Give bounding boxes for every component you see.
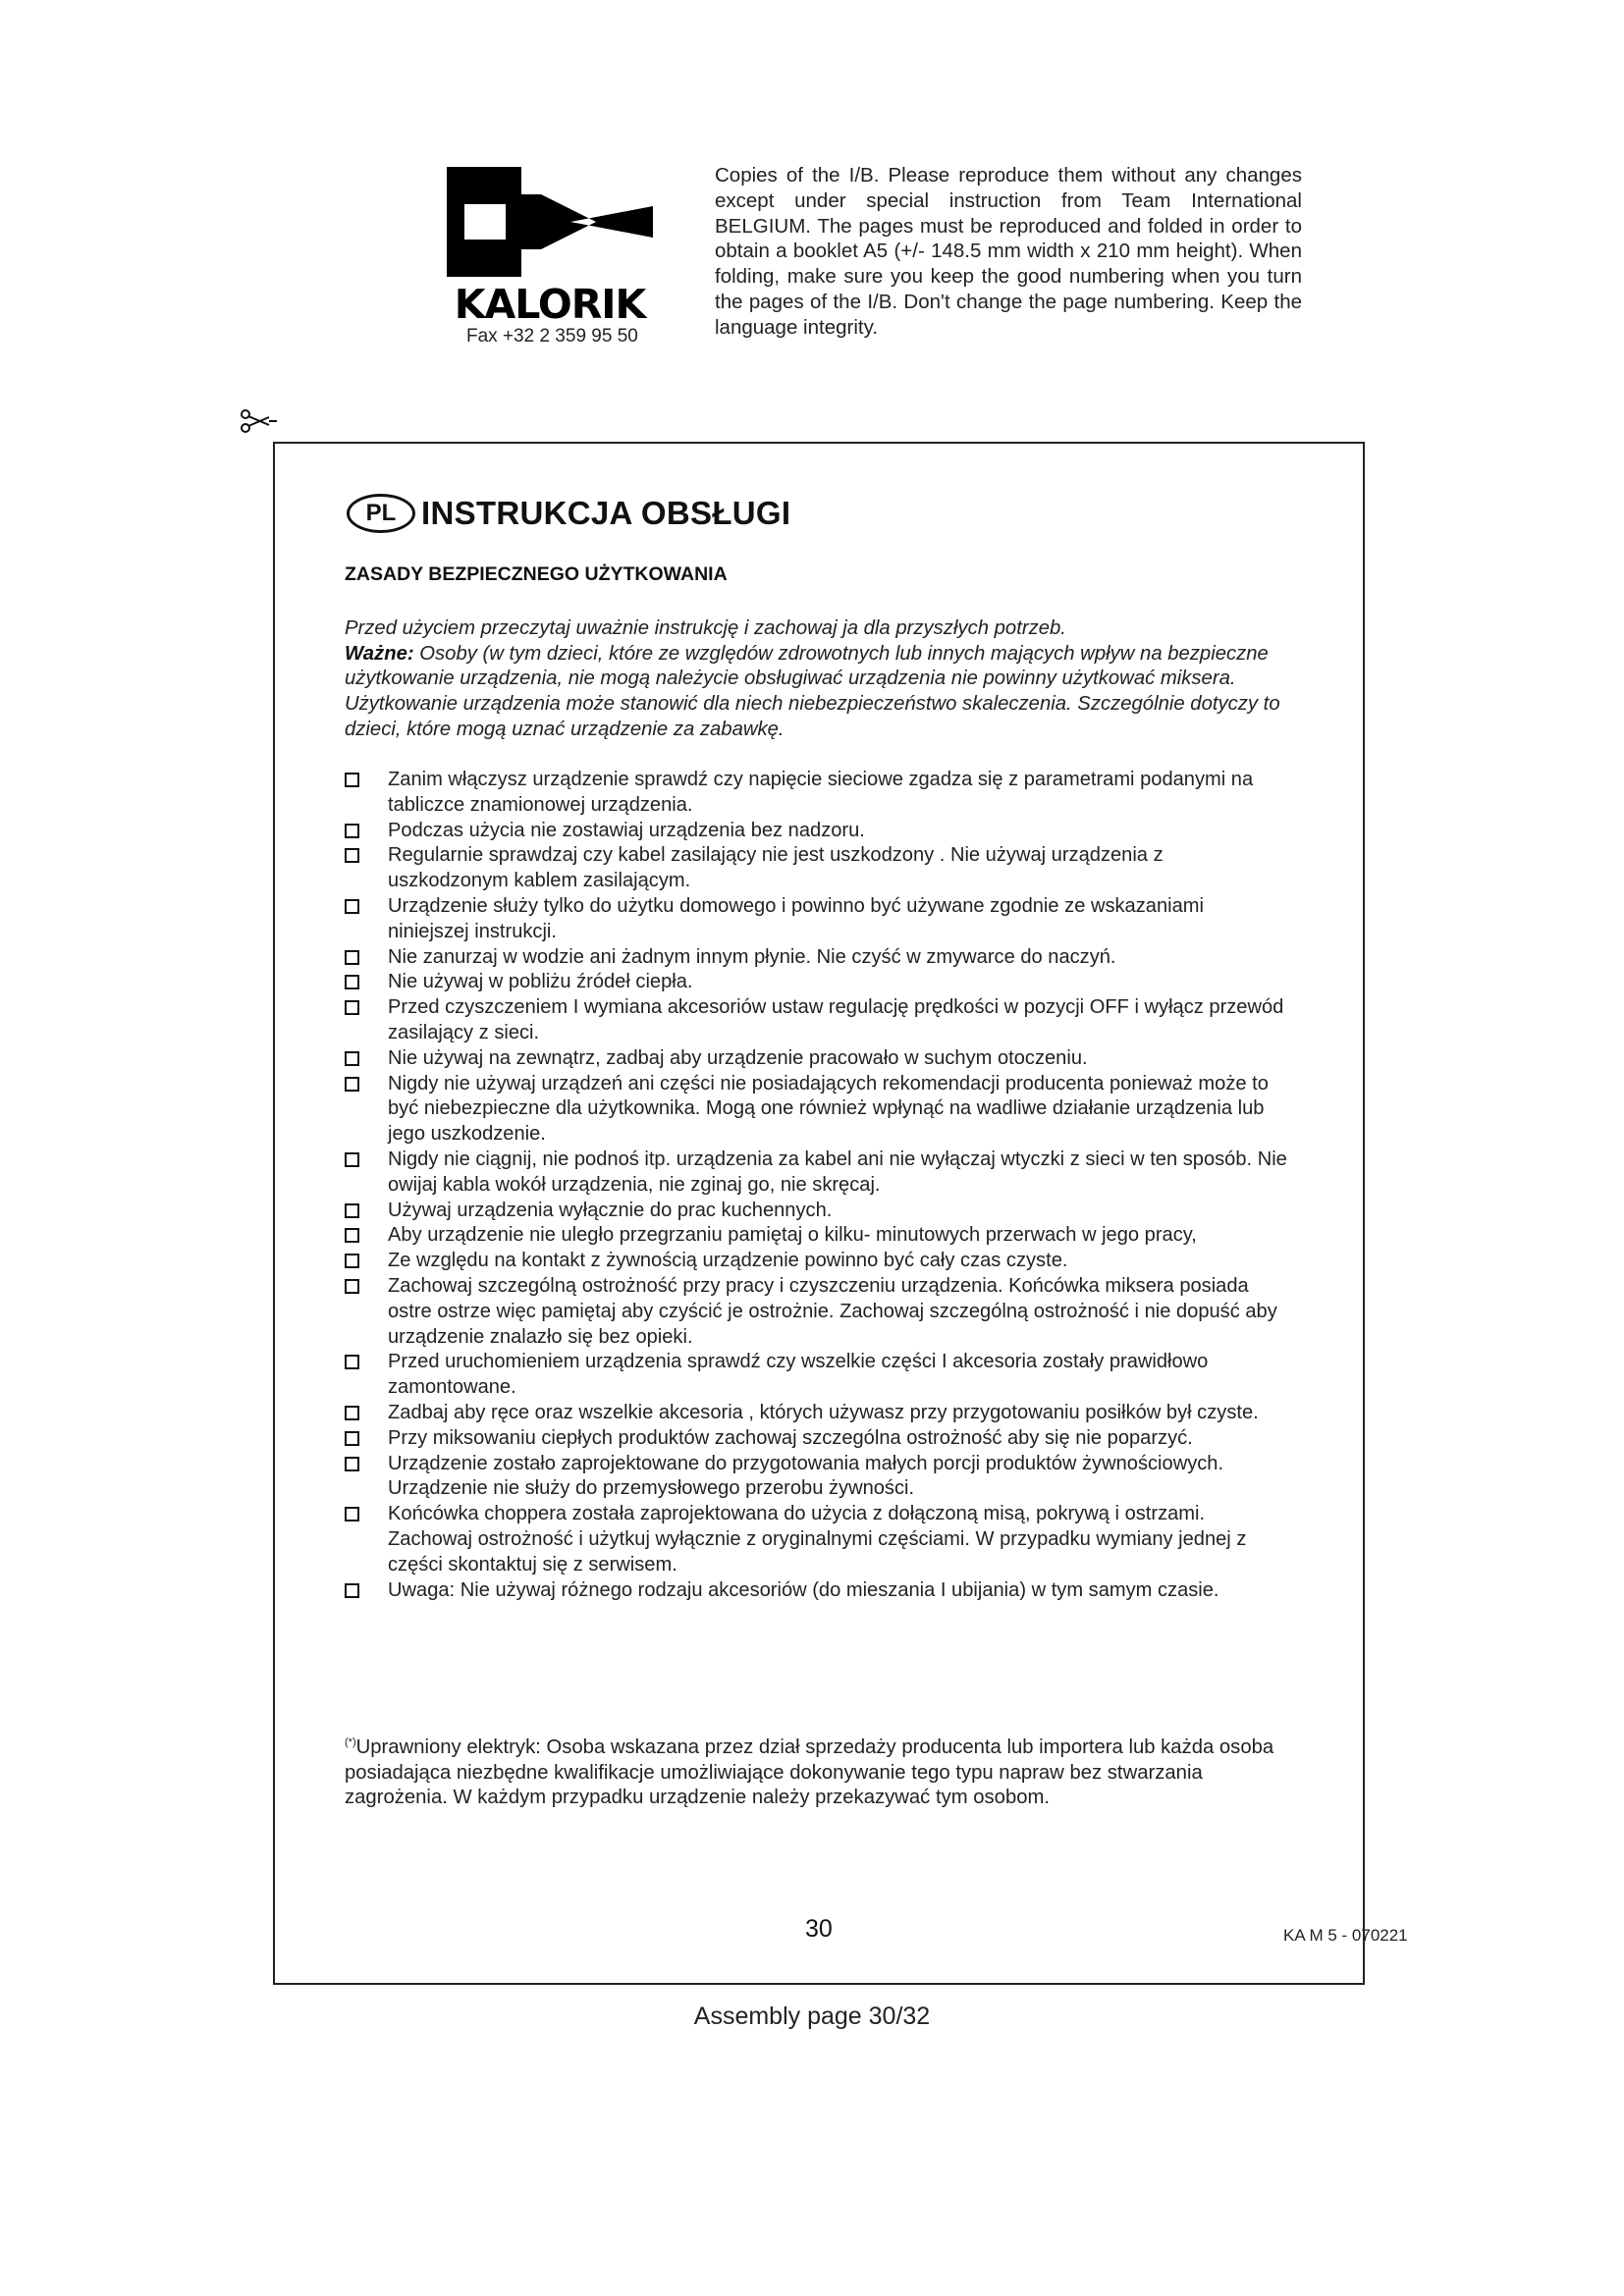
rule-text: Przed uruchomieniem urządzenia sprawdź czy wszelkie części I akcesoria zostały prawidłowo zamontowane. xyxy=(388,1351,1209,1399)
rule-text: Uwaga: Nie używaj różnego rodzaju akcesoriów (do mieszania I ubijania) w tym samym czasie. xyxy=(388,1578,1219,1601)
rule-text: Urządzenie zostało zaprojektowane do przygotowania małych porcji produktów żywnościowych. Urządzenie nie służy do przemysłowego przerobu żywności. xyxy=(388,1452,1224,1500)
rule-text: Urządzenie służy tylko do użytku domowego i powinno być używane zgodnie ze wskazaniami niniejszej instrukcji. xyxy=(388,894,1204,942)
rule-item xyxy=(345,1274,1287,1350)
document-code: KA M 5 - 070221 xyxy=(1283,1926,1408,1945)
checkbox-icon xyxy=(345,1228,359,1243)
checkbox-icon xyxy=(345,1457,359,1471)
footnote-text: Uprawniony elektryk: Osoba wskazana przez dział sprzedaży producenta lub importera lub każda osoba posiadająca niezbędne kwalifikacje umożliwiające dokonywanie tego typu napraw bez stwarzania zagrożenia. W każdym przypadku urządzenie należy przekazywać tym osobom. xyxy=(345,1735,1274,1809)
assembly-page-label: Assembly page 30/32 xyxy=(693,2002,931,2030)
rule-text: Zachowaj szczególną ostrożność przy pracy i czyszczeniu urządzenia. Końcówka miksera posiada ostre ostrze więc pamiętaj aby czyścić je ostrożnie. Zachowaj szczególną ostrożność i nie dopuść aby urządzenie znalazło się bez opieki. xyxy=(388,1274,1277,1348)
checkbox-icon xyxy=(345,899,359,914)
rule-text: Końcówka choppera została zaprojektowana do użycia z dołączoną misą, pokrywą i ostrzami. Zachowaj ostrożność i użytkuj wyłącznie z oryginalnymi częściami. W przypadku wymiany jednej z części skontaktuj się z serwisem. xyxy=(388,1503,1247,1575)
checkbox-icon xyxy=(345,975,359,989)
rule-item xyxy=(345,1578,1287,1604)
rule-text: Przed czyszczeniem I wymiana akcesoriów ustaw regulację prędkości w pozycji OFF i wyłącz przewód zasilający z sieci. xyxy=(388,996,1284,1043)
section-heading: ZASADY BEZPIECZNEGO UŻYTKOWANIA xyxy=(345,563,728,585)
checkbox-icon xyxy=(345,1152,359,1167)
intro-important-label: Ważne: xyxy=(345,642,414,665)
checkbox-icon xyxy=(345,773,359,787)
scissors-icon xyxy=(240,408,277,434)
rule-item xyxy=(345,819,1287,844)
kalorik-logo xyxy=(447,167,653,328)
rule-text: Przy miksowaniu ciepłych produktów zachowaj szczególna ostrożność aby się nie poparzyć. xyxy=(388,1426,1193,1449)
checkbox-icon xyxy=(345,1355,359,1369)
rule-item xyxy=(345,1148,1287,1199)
checkbox-icon xyxy=(345,950,359,965)
language-badge: PL xyxy=(347,494,415,533)
rule-text: Regularnie sprawdzaj czy kabel zasilający nie jest uszkodzony . Nie używaj urządzenia z uszkodzonym kablem zasilającym. xyxy=(388,844,1164,892)
rule-item xyxy=(345,1350,1287,1401)
fax-number: Fax +32 2 359 95 50 xyxy=(466,326,638,347)
rule-text: Nigdy nie ciągnij, nie podnoś itp. urządzenia za kabel ani nie wyłączaj wtyczki z sieci w ten sposób. Nie owijaj kabla wokół urządzenia, nie zginaj go, nie skręcaj. xyxy=(388,1148,1287,1196)
checkbox-icon xyxy=(345,1583,359,1598)
document-title xyxy=(347,491,790,536)
rule-item xyxy=(345,970,1287,995)
rule-item xyxy=(345,1426,1287,1452)
rule-text: Używaj urządzenia wyłącznie do prac kuchennych. xyxy=(388,1199,833,1221)
rule-text: Nie używaj w pobliżu źródeł ciepła. xyxy=(388,971,693,993)
copy-instructions: Copies of the I/B. Please reproduce them without any changes except under special instruction from Team International BELGIUM. The pages must be reproduced and folded in order to obtain a booklet A5 (+/- 148.5 mm width x 210 mm height). When folding, make sure you keep the good numbering when you turn the pages of the I/B. Don't change the page numbering. Keep the language integrity. xyxy=(715,164,1302,339)
checkbox-icon xyxy=(345,1077,359,1092)
checkbox-icon xyxy=(345,1051,359,1066)
rule-item xyxy=(345,1223,1287,1249)
checkbox-icon xyxy=(345,848,359,863)
brand-name: KALORIK xyxy=(454,281,646,328)
footnote xyxy=(345,1731,1287,1811)
intro-line: Przed użyciem przeczytaj uważnie instrukcję i zachowaj ja dla przyszłych potrzeb. xyxy=(345,617,1066,639)
rule-item xyxy=(345,1249,1287,1274)
rule-text: Zanim włączysz urządzenie sprawdź czy napięcie sieciowe zgadza się z parametrami podanymi na tabliczce znamionowej urządzenia. xyxy=(388,769,1254,816)
rule-item xyxy=(345,1452,1287,1503)
rule-item xyxy=(345,945,1287,971)
rule-text: Nie zanurzaj w wodzie ani żadnym innym płynie. Nie czyść w zmywarce do naczyń. xyxy=(388,945,1116,968)
checkbox-icon xyxy=(345,1507,359,1522)
rule-text: Aby urządzenie nie uległo przegrzaniu pamiętaj o kilku- minutowych przerwach w jego pracy, xyxy=(388,1224,1197,1247)
rule-item xyxy=(345,1199,1287,1224)
rule-item xyxy=(345,1401,1287,1426)
rule-text: Ze względu na kontakt z żywnością urządzenie powinno być cały czas czyste. xyxy=(388,1250,1068,1272)
rule-item xyxy=(345,894,1287,945)
rule-text: Nie używaj na zewnątrz, zadbaj aby urządzenie pracowało w suchym otoczeniu. xyxy=(388,1046,1088,1069)
rule-item xyxy=(345,995,1287,1046)
safety-rules-list xyxy=(345,768,1287,1603)
rule-item xyxy=(345,1046,1287,1072)
rule-item xyxy=(345,1072,1287,1148)
intro-paragraph xyxy=(345,616,1287,743)
checkbox-icon xyxy=(345,1279,359,1294)
checkbox-icon xyxy=(345,1203,359,1218)
intro-warning-text: Osoby (w tym dzieci, które ze względów zdrowotnych lub innych mających wpływ na bezpieczne użytkowanie urządzenia, nie mogą należycie obsługiwać urządzenia nie powinny użytkować miksera. Użytkowanie urządzenia może stanowić dla niech niebezpieczeństwo skaleczenia. Szczególnie dotyczy to dzieci, które mogą uznać urządzenie za zabawkę. xyxy=(345,642,1280,740)
rule-text: Podczas użycia nie zostawiaj urządzenia bez nadzoru. xyxy=(388,819,865,841)
rule-text: Nigdy nie używaj urządzeń ani części nie posiadających rekomendacji producenta ponieważ może to być niebezpieczne dla użytkownika. Mogą one również wpłynąć na wadliwe działanie urządzenia lub jego uszkodzenie. xyxy=(388,1072,1269,1146)
rule-item xyxy=(345,768,1287,819)
footnote-mark: (*) xyxy=(345,1736,356,1748)
page-number: 30 xyxy=(805,1915,833,1943)
checkbox-icon xyxy=(345,1431,359,1446)
rule-item xyxy=(345,1502,1287,1577)
kalorik-logo-mark xyxy=(447,167,653,277)
rule-item xyxy=(345,843,1287,894)
rule-text: Zadbaj aby ręce oraz wszelkie akcesoria , których używasz przy przygotowaniu posiłków był czyste. xyxy=(388,1401,1259,1423)
title-text: INSTRUKCJA OBSŁUGI xyxy=(421,495,791,531)
checkbox-icon xyxy=(345,1254,359,1268)
checkbox-icon xyxy=(345,1406,359,1420)
checkbox-icon xyxy=(345,824,359,838)
checkbox-icon xyxy=(345,1000,359,1015)
